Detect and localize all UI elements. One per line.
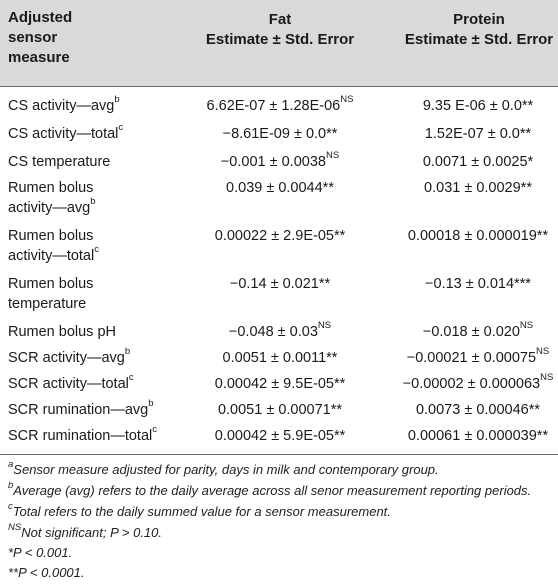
cell-measure: SCR rumination—avg$^b$ [8, 398, 154, 418]
footnote-p1: *P < 0.001. [8, 545, 73, 560]
header-fat [165, 10, 395, 50]
cell-protein: $-0.00002 \pm 0.000063^{NS}$ [402, 372, 554, 392]
header-fat-sub: Estimate ± Std. Error [205, 31, 355, 48]
footnote-c: $^c$Total refers to the daily summed value for a sensor measurement. [8, 500, 391, 519]
cell-fat: $-0.048 \pm 0.03^{NS}$ [228, 320, 332, 340]
cell-fat: −0.14 ± 0.021** [229, 276, 331, 292]
cell-fat: $-0.001 \pm 0.0038^{NS}$ [220, 150, 340, 170]
table-bottom-rule [0, 454, 558, 455]
cell-measure: SCR activity—total$^c$ [8, 372, 134, 392]
cell-measure: Rumen bolus temperature [8, 276, 94, 312]
cell-protein: $-0.00021 \pm 0.00075^{NS}$ [406, 346, 550, 366]
cell-protein: 0.0071 ± 0.0025* [422, 154, 534, 170]
footnote-a: $^a$Sensor measure adjusted for parity, days in milk and contemporary group. [8, 458, 439, 477]
cell-fat: $6.62E-07 \pm 1.28E-06^{NS}$ [206, 94, 354, 114]
header-protein-sub: Estimate ± Std. Error [404, 31, 554, 48]
cell-measure: Rumen bolus activity—total$^c$ [8, 228, 99, 264]
cell-fat: −8.61E-09 ± 0.0** [222, 126, 338, 142]
cell-fat: 0.039 ± 0.0044** [226, 180, 334, 196]
header-fat-title: Fat [268, 11, 292, 28]
cell-fat: 0.00042 ± 9.5E-05** [214, 376, 346, 392]
footnote-ns: $^{NS}$Not significant; P > 0.10. [8, 521, 162, 540]
cell-fat: 0.0051 ± 0.00071** [217, 402, 343, 418]
cell-measure: CS activity—total$^c$ [8, 122, 124, 142]
cell-measure: CS activity—avg$^b$ [8, 94, 120, 114]
cell-protein: 9.35 E-06 ± 0.0** [422, 98, 534, 114]
cell-measure: Rumen bolus activity—avg$^b$ [8, 180, 96, 216]
header-measure [8, 8, 128, 68]
header-measure-line3: measure [8, 49, 70, 66]
cell-protein: 1.52E-07 ± 0.0** [424, 126, 532, 142]
header-protein [400, 10, 558, 50]
header-divider [0, 86, 558, 87]
cell-protein: 0.00018 ± 0.000019** [407, 228, 549, 244]
cell-measure: Rumen bolus pH [8, 324, 116, 340]
cell-fat: 0.00042 ± 5.9E-05** [214, 428, 346, 444]
cell-protein: 0.0073 ± 0.00046** [415, 402, 541, 418]
cell-protein: 0.00061 ± 0.000039** [407, 428, 549, 444]
header-measure-line1: Adjusted [8, 9, 73, 26]
header-protein-title: Protein [453, 11, 505, 28]
cell-measure: CS temperature [8, 154, 111, 170]
cell-protein: $-0.018 \pm 0.020^{NS}$ [422, 320, 534, 340]
cell-fat: 0.0051 ± 0.0011** [222, 350, 338, 366]
footnote-p2: **P < 0.0001. [8, 565, 85, 580]
header-measure-line2: sensor [8, 29, 58, 46]
cell-protein: −0.13 ± 0.014*** [425, 276, 531, 292]
cell-measure: SCR activity—avg$^b$ [8, 346, 131, 366]
cell-measure: SCR rumination—total$^c$ [8, 424, 157, 444]
cell-protein: 0.031 ± 0.0029** [424, 180, 532, 196]
footnote-b: $^b$Average (avg) refers to the daily average across all senor measurement reporting periods. [8, 479, 532, 498]
table-header [0, 0, 558, 86]
cell-fat: 0.00022 ± 2.9E-05** [214, 228, 346, 244]
